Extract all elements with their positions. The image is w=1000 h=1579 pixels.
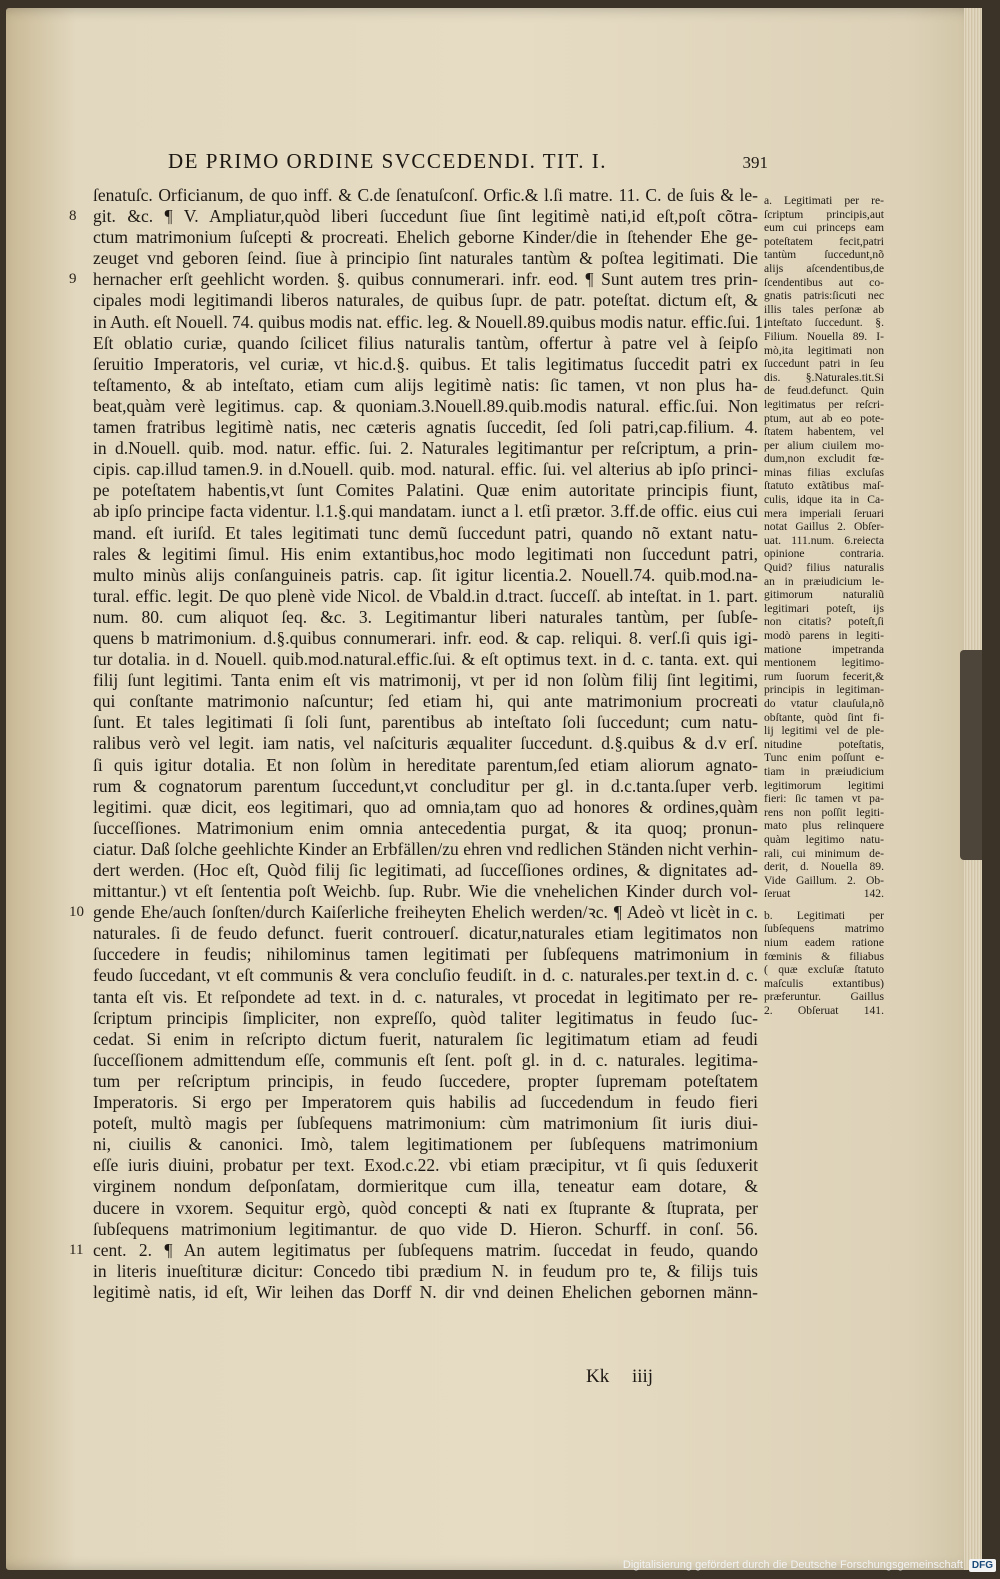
text-line-content: ctum matrimonium ſuſcepti & procreati. Ehelich geborne Kinder/die in ſtehender Ehe ge- bbox=[93, 227, 758, 248]
margin-note-line: nium eadem ratione bbox=[764, 936, 884, 950]
text-line bbox=[93, 670, 758, 691]
margin-note-line: ptum, aut ab eo pote- bbox=[764, 411, 884, 425]
text-line-content: in d.Nouell. quib. mod. natur. effic. ſui. 2. Naturales legitimantur per reſcriptum, a prin- bbox=[93, 438, 758, 459]
text-line bbox=[93, 333, 758, 354]
text-line-content: num. 80. cum aliquot ſeq. &c. 3. Legitimantur liberi naturales tantùm, per ſubſe- bbox=[93, 606, 758, 627]
text-line bbox=[93, 565, 758, 586]
margin-note-line: quàm legitimo natu- bbox=[764, 832, 884, 846]
text-line bbox=[93, 923, 758, 944]
margin-note-line: maſculis extantibus) bbox=[764, 976, 884, 990]
margin-note-line: alijs aſcendentibus,de bbox=[764, 261, 884, 275]
text-line bbox=[93, 417, 758, 438]
margin-note-line: opinione contraria. bbox=[764, 547, 884, 561]
margin-note-line: ſtatem habentem, vel bbox=[764, 425, 884, 439]
margin-note-line: minas filias excluſas bbox=[764, 465, 884, 479]
margin-note-line: rens non poſſit legiti- bbox=[764, 805, 884, 819]
text-line-content: ſunt. Et tales legitimati ſi ſoli ſunt, parentibus ab inteſtato ſoli ſuccedunt; cum natu- bbox=[93, 712, 758, 733]
margin-note-line: mentionem legitimo- bbox=[764, 656, 884, 670]
margin-notes bbox=[764, 194, 884, 1018]
text-line-content: Imperatoris. Si ergo per Imperatorem quis habilis ad ſuccedendum in feudo fieri bbox=[93, 1092, 758, 1113]
margin-note-line: mera imperiali ſeruari bbox=[764, 506, 884, 520]
margin-note-line: tantùm ſuccedunt,nõ bbox=[764, 248, 884, 262]
text-line bbox=[93, 480, 758, 501]
margin-note-line: notat Gaillus 2. Obſer- bbox=[764, 520, 884, 534]
text-line bbox=[93, 712, 758, 733]
dfg-logo: DFG bbox=[969, 1559, 996, 1572]
text-line-content: legitimi. quæ dicit, eos legitimari, quo ad omnia,tam quo ad honores & ordines,quàm bbox=[93, 796, 758, 817]
text-line bbox=[93, 311, 768, 333]
text-line-content: multo minùs alijs conſanguineis patris. cap. ſit igitur licentia.2. Nouell.74. quib.mod.na- bbox=[93, 564, 758, 585]
margin-note-line: Tunc enim poſſunt e- bbox=[764, 751, 884, 765]
margin-note-line: Vide Gaillum. 2. Ob- bbox=[764, 873, 884, 887]
margin-note-line: an in præiudicium le- bbox=[764, 574, 884, 588]
margin-note-line: Filium. Nouella 89. I- bbox=[764, 329, 884, 343]
text-line bbox=[93, 797, 758, 818]
margin-note-line: per alium ciuilem mo- bbox=[764, 438, 884, 452]
running-title: DE PRIMO ORDINE SVCCEDENDI. TIT. I. bbox=[168, 149, 608, 173]
text-line-content: ſubſequens matrimonium legitimantur. de quo vide D. Hieron. Schurff. in conſ. 56. bbox=[93, 1218, 758, 1239]
running-head bbox=[168, 149, 768, 174]
margin-note-line: ſtatuto extãtibus maſ- bbox=[764, 479, 884, 493]
text-line-content: tural. effic. legit. De quo plenè vide Nicol. de Vbald.in d.tract. ſucceſſ. ab inteſtat. in 1. part. bbox=[93, 585, 758, 606]
margin-note-line: legitimorum legitimi bbox=[764, 778, 884, 792]
text-line bbox=[93, 586, 758, 607]
text-line bbox=[93, 987, 758, 1008]
text-line bbox=[93, 944, 758, 965]
margin-note-line: ſuccedunt patri in ſeu bbox=[764, 357, 884, 371]
text-line bbox=[93, 776, 758, 797]
text-line-content: pe poteſtatem habentis,vt ſunt Comites Palatini. Quæ enim autoritate principis fiunt, bbox=[93, 480, 758, 501]
margin-note-line: tiam in præiudicium bbox=[764, 764, 884, 778]
text-line bbox=[93, 1092, 758, 1113]
margin-note-line: poteſtatem fecit,patri bbox=[764, 234, 884, 248]
margin-note-line: mato plus relinquere bbox=[764, 819, 884, 833]
margin-line-number: 8 bbox=[69, 208, 77, 225]
text-line-content: ciatur. Daß ſolche geehlichte Kinder an Erbfällen/zu ehren vnd redlichen Ständen nicht verhin- bbox=[93, 838, 758, 859]
text-line-content: in literis inueſtituræ dicitur: Concedo tibi prædium N. in feudum pro te, & filijs tuis bbox=[93, 1260, 758, 1281]
margin-note-line: culis, idque ita in Ca- bbox=[764, 493, 884, 507]
margin-note-line: non citatis? poteſt,ſi bbox=[764, 615, 884, 629]
text-line-content: dert werden. (Hoc eſt, Quòd filij ſic legitimati, ad ſucceſſiones ordines, & dignitates ad- bbox=[93, 860, 758, 880]
margin-note-line: illis tales perſonæ ab bbox=[764, 302, 884, 316]
margin-note-line: do vtatur clauſula,nõ bbox=[764, 696, 884, 710]
margin-note-line: ( quæ excluſæ ſtatuto bbox=[764, 963, 884, 977]
text-line bbox=[93, 438, 758, 459]
margin-note-line: eum cui princeps eam bbox=[764, 221, 884, 235]
text-line bbox=[93, 965, 758, 986]
text-line-content: cent. 2. ¶ An autem legitimatus per ſubſequens matrim. ſuccedat in feudo, quando bbox=[93, 1239, 758, 1260]
page-number: 391 bbox=[742, 153, 768, 172]
text-line bbox=[93, 1155, 758, 1176]
text-line bbox=[93, 839, 758, 860]
text-line bbox=[93, 818, 758, 839]
text-line bbox=[93, 1134, 758, 1155]
text-line bbox=[93, 459, 758, 480]
text-line bbox=[93, 1198, 758, 1219]
text-line bbox=[93, 544, 758, 565]
margin-note-line: gnatis patris:ſicuti nec bbox=[764, 289, 884, 303]
text-line-content: filij ſunt legitimi. Tanta enim eſt vis matrimonij, vt per id non ſolùm filij ſint legitimi, bbox=[93, 670, 758, 691]
text-line-content: ſi quis igitur dotalia. Et non ſolùm in hereditate parentum,ſed etiam aliorum agnato- bbox=[93, 754, 758, 775]
text-line-content: in Auth. eſt Nouell. 74. quibus modis nat. effic. leg. & Nouell.89.quibus modis natur. effic.ſui. 1. bbox=[93, 311, 768, 332]
margin-note-line: matione impetranda bbox=[764, 642, 884, 656]
text-line bbox=[69, 206, 758, 227]
text-line bbox=[93, 755, 758, 776]
text-line-content: zeuget vnd geboren ſeind. ſiue à principio ſint naturales tantùm & poſtea legitimati. Die bbox=[93, 248, 758, 269]
margin-note-line: ſeruat 142. bbox=[764, 887, 884, 901]
text-line-content: ſuccedere in feudis; nihilominus tamen legitimati per ſubſequens matrimonium in bbox=[93, 944, 758, 965]
text-line-content: legitimè natis, id eſt, Wir leihen das Dorff N. dir vnd deinen Ehelichen gebornen männ- bbox=[93, 1281, 758, 1302]
text-line bbox=[93, 628, 758, 649]
margin-note-line: modò parens in legiti- bbox=[764, 629, 884, 642]
text-line-content: qui conſtante matrimonio naſcuntur; ſed etiam hi, qui ante matrimonium procreati bbox=[93, 691, 758, 712]
text-line bbox=[93, 396, 758, 417]
margin-note-line: mò,ita legitimati non bbox=[764, 343, 884, 357]
text-line-content: tamen fratribus legitimè natis, nec cæteris agnatis ſuccedit, ſed ſoli patri,cap.filium. 4. bbox=[93, 417, 758, 438]
margin-note-line: b. Legitimati per bbox=[764, 908, 884, 922]
margin-note-line: ſcriptum principis,aut bbox=[764, 207, 884, 221]
margin-note-line: ſubſequens matrimo bbox=[764, 922, 884, 936]
text-line bbox=[93, 1176, 758, 1197]
text-line bbox=[93, 227, 758, 248]
text-line-content: poteſt, multò magis per ſubſequens matrimonium: cùm matrimonium ſit iuris diui- bbox=[93, 1113, 758, 1134]
text-line bbox=[93, 185, 758, 206]
text-line bbox=[93, 860, 758, 881]
text-line bbox=[93, 607, 758, 628]
text-line bbox=[93, 1008, 758, 1029]
margin-note-line: fieri: ſic tamen vt pa- bbox=[764, 792, 884, 806]
text-line bbox=[93, 501, 758, 522]
margin-note-line: rum ſuorum fecerit,& bbox=[764, 669, 884, 683]
text-line-content: ralibus verò vel legit. iam natis, vel naſcituris æqualiter ſuccedunt. d.§.quibus & d.v erſ. bbox=[93, 733, 758, 754]
margin-note-line: a. Legitimati per re- bbox=[764, 194, 884, 207]
text-line-content: ducere in vxorem. Sequitur ergò, quòd concepti & nati ex ſtuprante & ſtuprata, per bbox=[93, 1197, 758, 1218]
text-line-content: ſucceſſiones. Matrimonium enim omnia antecedentia purgat, & ita quoq; pronun- bbox=[93, 817, 758, 838]
margin-note-line: gitimorum naturaliũ bbox=[764, 588, 884, 602]
text-line-content: ſucceſſionem admittendum eſſe, communis eſt ſent. poſt gl. in d. c. naturales. legitima- bbox=[93, 1049, 758, 1070]
text-line bbox=[93, 290, 758, 311]
text-line-content: quens b matrimonium. d.§.quibus connumerari. infr. eod. & cap. reliqui. 8. verſ.ſi quis igi- bbox=[93, 627, 758, 648]
margin-note-line: legitimari poteſt, ijs bbox=[764, 601, 884, 615]
text-line bbox=[69, 902, 758, 923]
text-line bbox=[69, 1239, 758, 1261]
margin-note-line: derit, d. Nouella 89. bbox=[764, 860, 884, 874]
margin-note-line: præferuntur. Gaillus bbox=[764, 990, 884, 1004]
text-line-content: mittantur.) vt eſt ſententia poſt Weichb. ſup. Rubr. Wie die vnehelichen Kinder durch vol- bbox=[93, 881, 758, 902]
text-line bbox=[93, 1219, 758, 1240]
text-line-content: cipales modi legitimandi liberos naturales, de quibus ſupr. de patr. poteſtat. dictum eſt, & bbox=[93, 290, 758, 311]
text-line-content: beat,quàm verè legitimus. cap. & quoniam.3.Nouell.89.quib.modis natural. effic.ſui. Non bbox=[93, 395, 758, 416]
text-line-content: ſenatuſc. Orficianum, de quo inff. & C.de ſenatuſconſ. Orfic.& l.ſi matre. 11. C. de ſuis & le- bbox=[93, 185, 758, 205]
footer-credit: Digitalisierung gefördert durch die Deutsche Forschungsgemeinschaft bbox=[622, 1559, 963, 1571]
text-line-content: cedat. Si enim in reſcripto dictum fuerit, naturalem ſic legitimatum etiam ad feudi bbox=[93, 1028, 758, 1049]
margin-line-number: 9 bbox=[69, 271, 77, 288]
text-line-content: tur dotalia. in d. Nouell. quib.mod.natural.effic.ſui. & eſt optimus text. in d. c. tanta. ext. qui bbox=[93, 649, 758, 670]
text-line-content: tum per reſcriptum principis, in feudo ſuccedere, propter ſupremam poteſtatem bbox=[93, 1070, 758, 1091]
text-line bbox=[93, 733, 758, 754]
book-clip bbox=[960, 650, 982, 860]
text-line-content: hernacher erſt geehlicht worden. §. quibus connumerari. infr. eod. ¶ Sunt autem tres prin- bbox=[93, 269, 758, 290]
margin-note-line: inteſtato ſuccedunt. §. bbox=[764, 316, 884, 330]
text-line-content: ſeruitio Imperatoris, vel curiæ, vt hic.d.§. quibus. Et talis legitimatus ſuccedit patri ex bbox=[93, 353, 758, 374]
margin-note-line: dum,non excludit fœ- bbox=[764, 452, 884, 466]
text-line-content: feudo ſuccedant, vt eſt communis & vera concluſio feudiſt. in d. c. naturales.per text.in d. c. bbox=[93, 965, 758, 986]
text-line bbox=[93, 375, 758, 396]
margin-note-line: obſtante, quòd ſint fi- bbox=[764, 710, 884, 724]
margin-line-number: 11 bbox=[69, 1241, 84, 1258]
text-line bbox=[93, 523, 758, 544]
text-line-content: Eſt oblatio curiæ, quando ſcilicet filius naturalis tantùm, offertur à patre vel à ſeipſo bbox=[93, 332, 758, 353]
text-line-content: rum & cognatorum parentum ſuccedunt,vt concluditur per gl. in d.c.tanta.ſuper verb. bbox=[93, 775, 758, 796]
text-line bbox=[93, 1029, 758, 1050]
text-line-content: naturales. ſi de feudo defunct. fuerit controuerſ. dicatur,naturales etiam legitimatos non bbox=[93, 923, 758, 944]
text-line bbox=[93, 691, 758, 712]
text-line bbox=[93, 1113, 758, 1134]
margin-note-line: ſcendentibus aut co- bbox=[764, 275, 884, 289]
text-line bbox=[93, 1282, 758, 1303]
text-line-content: cipis. cap.illud tamen.9. in d.Nouell. quib. mod. natural. effic. ſui. vel alterius ab ipſo princi- bbox=[93, 459, 758, 480]
margin-note-line: dis. §.Naturales.tit.Si bbox=[764, 370, 884, 384]
text-line bbox=[93, 649, 758, 670]
text-line-content: rales & legitimi ſimul. His enim extantibus,hoc modo legitimati non ſuccedunt patri, bbox=[93, 543, 758, 564]
margin-note-line: 2. Obſeruat 141. bbox=[764, 1004, 884, 1018]
margin-note-line: Quid? filius naturalis bbox=[764, 561, 884, 575]
text-line bbox=[69, 269, 758, 290]
text-line-content: teſtamento, & ab inteſtato, etiam cum alijs legitimè natis: ſic tamen, vt non plus ha- bbox=[93, 374, 758, 395]
text-line-content: ſcriptum principis ſimpliciter, non expreſſo, quòd taliter legitimatus in feudo ſuc- bbox=[93, 1007, 758, 1028]
text-line-content: virginem nondum deſponſatam, dormieritque cum illa, teneatur eam dotare, & bbox=[93, 1176, 758, 1197]
margin-note-line: nitudine poteſtatis, bbox=[764, 737, 884, 751]
text-line-content: ni, ciuilis & canonici. Imò, talem legitimationem per ſubſequens matrimonium bbox=[93, 1134, 758, 1155]
margin-note-line: uat. 111.num. 6.reiecta bbox=[764, 533, 884, 547]
text-line-content: eſſe iuris diuini, probatur per text. Exod.c.22. vbi etiam præcipitur, vt ſi quis ſeduxerit bbox=[93, 1155, 758, 1176]
text-line bbox=[93, 248, 758, 269]
text-line bbox=[93, 1050, 758, 1071]
text-line bbox=[93, 1261, 758, 1282]
margin-note-gap bbox=[764, 901, 884, 909]
margin-note-line: rali, cui minimum de- bbox=[764, 846, 884, 860]
text-line-content: ab ipſo principe facta videntur. l.1.§.qui mandatam. iunct a l. etſi prætor. 3.ff.de offic. eius cui bbox=[93, 501, 758, 522]
text-line-content: git. &c. ¶ V. Ampliatur,quòd liberi ſuccedunt ſiue ſint legitimè nati,id eſt,poſt cõtra- bbox=[93, 206, 758, 227]
signature-mark: Kk iiij bbox=[586, 1366, 654, 1387]
footer-bar bbox=[600, 1555, 996, 1575]
main-text-block bbox=[69, 185, 768, 1365]
margin-note-line: fœminis & filiabus bbox=[764, 949, 884, 963]
text-line bbox=[93, 354, 758, 375]
text-line-content: tanta eſt vis. Et reſpondete ad text. in d. c. naturales, vt procedat in legitimato per re- bbox=[93, 986, 758, 1007]
text-line-content: mand. eſt iuriſd. Et tales legitimati tunc demũ ſuccedunt patri, quando nõ extant natu- bbox=[93, 522, 758, 543]
margin-line-number: 10 bbox=[69, 904, 84, 921]
margin-note-line: lij legitimi vel de ple- bbox=[764, 724, 884, 738]
text-line-content: gende Ehe/auch ſonſten/durch Kaiſerliche freiheyten Ehelich werden/ꝛc. ¶ Adeò vt licèt in c. bbox=[93, 902, 758, 923]
book-page bbox=[6, 8, 982, 1570]
margin-note-line: legitimatus per reſcri- bbox=[764, 397, 884, 411]
margin-note-line: de feud.defunct. Quin bbox=[764, 384, 884, 398]
margin-note-line: principis in legitiman- bbox=[764, 683, 884, 697]
text-line bbox=[93, 1071, 758, 1092]
text-line bbox=[93, 881, 758, 902]
